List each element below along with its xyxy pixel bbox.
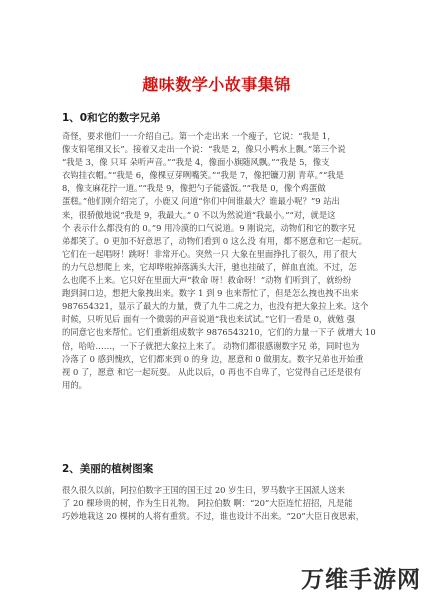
text-line: 用的。 <box>62 379 88 390</box>
text-line: 来，很骄傲地说“我是 9，我最大。” 0 不以为然说道“我最小。”“对，就是这 <box>62 209 336 220</box>
text-line: 倍，哈哈……，一下子就把大象拉上来了。 动物们都很感谢数字兄 弟，同时也为 <box>62 340 360 351</box>
text-line: 弟都笑了。0 更加不好意思了，动物们看到 0 这么没 有用，都不愿意和它一起玩。 <box>62 235 367 246</box>
text-line: 蛋糕。”他们刚介绍完了，小鹿又 问道“你们中间谁最大？谁最小呢？”9 站出 <box>62 196 340 207</box>
text-line: 像支铅笔细又长”。接着又走出一个说：“我是 2，像只小鸭水上飘。”第三个说 <box>62 144 346 155</box>
text-line: 987654321，显示了最大的力量，费了九牛二虎之力，也没有把大象拉上来。这个 <box>62 301 369 312</box>
text-line: 奇怪，要求他们一一介绍自己。第一个走出来 一个瘦子，它说：“我是 1， <box>62 131 336 141</box>
watermark-logo: 万维手游网 <box>301 567 421 593</box>
text-line: 了 20 棵珍贵的树，作为生日礼物。 阿拉伯数 啊：“20”大臣连忙招招，凡是能 <box>62 498 353 509</box>
section-heading-1: 1、0和它的数字兄弟 <box>62 112 161 124</box>
text-line: 冷落了 0 感到愧疚，它们都来到 0 的身 边，愿意和 0 做朋友。数字兄弟也开始重 <box>62 353 364 364</box>
text-line: 视 0 了，愿意 和它一起玩耍。 从此以后，0 再也不自卑了，它觉得自己还是很有 <box>62 366 362 377</box>
text-line: 它们在一起唱呀！跳呀！非常开心。突然一只 大象在里面挣扎了很久，用了很大 <box>62 248 357 259</box>
text-line: 巧妙地栽这 20 棵树的人将有重赏。不过，谁也设计不出来。“20”大臣日夜思索， <box>62 511 365 522</box>
page-title: 趣味数学小故事集锦 <box>142 75 291 94</box>
text-line: 跑到洞口边，想把大象拽出来。数字 1 到 9 也来帮忙了，但是怎么拽也拽不出来 <box>62 288 359 299</box>
section-1-body <box>62 130 384 392</box>
text-line: 时候，只听见后 面有一个微弱的声音说道“我也来试试。”它们一看是 0，就勉 强 <box>62 314 355 325</box>
text-line: 衣钩挂衣帽。”“我是 6，像棵豆芽咧嘴笑。”“我是 7，像把镰刀割 青草。”“我是 <box>62 170 344 181</box>
text-line: 的力气总想爬上 来，它却哗啦掉落满头大汗，驰也挂破了，鲜血直流。不过，怎 <box>62 261 357 272</box>
text-line: 8，像支麻花拧一道。”“我是 9，像把勺子能盛饭。”“我是 0，像个鸡蛋做 <box>62 183 326 194</box>
text-line: 个 表示什么都没有的 0。”9 用冷漠的口气说道。9 刚说完，动物们和它的数字兄 <box>62 222 356 233</box>
section-heading-2: 2、美丽的植树图案 <box>62 463 154 475</box>
text-line: “我是 3，像 只耳 朵听声音。”“我是 4，像面小旗随风飘。”“我是 5，像支 <box>62 157 330 168</box>
text-line: 的同意它也来帮忙。它们重新组成数字 9876543210，它们的力量一下子 就增大 10 <box>62 327 376 338</box>
text-line: 很久很久以前，阿拉伯数字王国的国王过 20 岁生日，罗马数字王国派人送来 <box>62 485 345 495</box>
section-2-body <box>62 484 384 523</box>
text-line: 么也爬不上来。它只好在里面大声“救命 呀！救命呀！”动物 们听到了，就纷纷 <box>62 275 352 286</box>
